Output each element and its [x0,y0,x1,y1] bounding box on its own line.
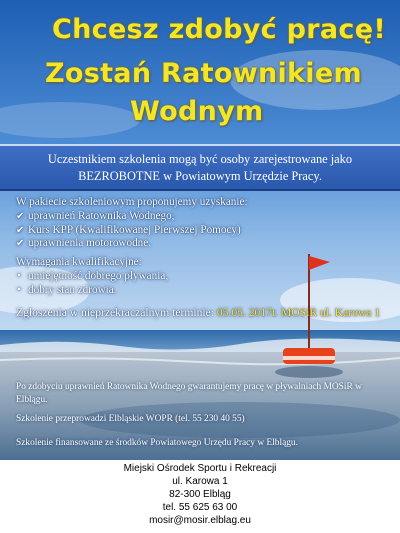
checkmark-icon: ✔ [16,224,25,236]
street-address: ul. Karowa 1 [172,476,228,487]
eligibility-line-1: Uczestnikiem szkolenia mogą być osoby zarejestrowane jako [47,152,353,166]
list-item: • umiejętność dobrego pływania, [17,269,169,282]
eligibility-banner [0,144,400,191]
checkmark-icon: ✔ [16,238,25,250]
list-item: • dobry stan zdrowia. [17,283,117,296]
requirements-section [16,256,168,297]
deadline-value: 05.05. 2017r. MOSiR ul. Karowa 1 [216,306,381,319]
headline-line-1: Chcesz zdobyć pracę! [52,14,386,45]
list-item: ✔ Kurs KPP (Kwalifikowanej Pierwszej Pomocy) [16,223,241,236]
list-item: ✔ uprawnienia motorowodne. [16,237,152,250]
headline-line-3: Wodnym [130,96,264,127]
eligibility-line-2: BEZROBOTNE w Powiatowym Urzędzie Pracy. [78,169,322,183]
postal-city: 82-300 Elbląg [169,489,231,500]
contact-footer [0,462,400,527]
bullet-icon: • [17,283,21,296]
headline-line-2: Zostań Ratownikiem [45,58,362,89]
package-list [16,210,248,251]
phone-number: tel. 55 625 63 00 [162,502,238,513]
list-item: ✔ uprawnień Ratownika Wodnego, [16,209,175,222]
package-intro: W pakiecie szkoleniowym proponujemy uzyskanie: [16,196,248,208]
organization-name: Miejski Ośrodek Sportu i Rekreacji [123,463,277,474]
employment-note: Po zdobyciu uprawnień Ratownika Wodnego gwarantujemy pracę w pływalniach MOSiR w Elblągu. [16,382,362,405]
email-address: mosir@mosir.elblag.eu [149,515,251,526]
conductor-note: Szkolenie przeprowadzi Elbląskie WOPR (tel. 55 230 40 55) [16,414,245,424]
funding-note: Szkolenie finansowane ze środków Powiatowego Urzędu Pracy w Elblągu. [16,438,298,448]
application-deadline [16,306,380,320]
bullet-icon: • [17,269,21,282]
package-section [16,196,248,251]
requirements-title: Wymagania kwalifikacyjne: [16,256,142,268]
checkmark-icon: ✔ [16,210,25,222]
deadline-label: Zgłoszenia w nieprzekraczalnym terminie: [16,306,217,319]
requirements-list [16,270,168,298]
